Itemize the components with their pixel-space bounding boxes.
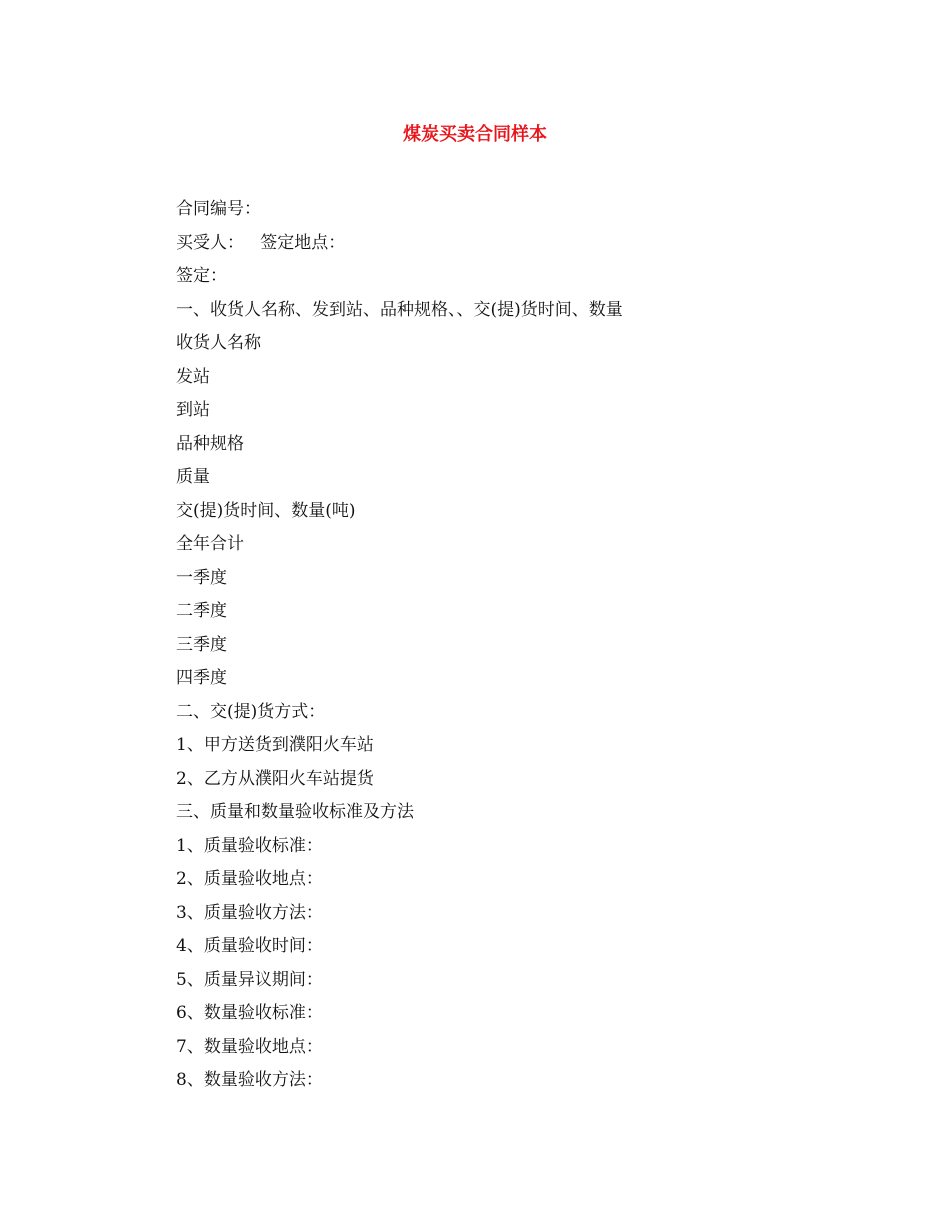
- list-item: 4、质量验收时间：: [176, 936, 323, 956]
- text-line: 一季度: [176, 567, 227, 588]
- list-item: 2、质量验收地点：: [176, 869, 323, 889]
- list-item: 5、质量异议期间：: [176, 969, 323, 990]
- list-item: 6、数量验收标准：: [176, 1003, 323, 1023]
- text-line: 发站: [176, 366, 210, 387]
- text-line: 全年合计: [176, 534, 244, 554]
- text-line: 到站: [176, 400, 210, 420]
- text-line: 二季度: [176, 601, 227, 621]
- text-line: 品种规格: [176, 433, 244, 454]
- text-line: 质量: [176, 467, 210, 487]
- line-contract-number: 合同编号：: [176, 199, 261, 219]
- section-heading-2: 二、交(提)货方式：: [176, 701, 326, 722]
- list-item: 1、甲方送货到濮阳火车站: [176, 735, 374, 755]
- list-item: 3、质量验收方法：: [176, 902, 323, 923]
- line-buyer-signing-place: 买受人： 签定地点：: [176, 232, 346, 253]
- text-line: 交(提)货时间、数量(吨): [176, 500, 356, 521]
- text-line: 四季度: [176, 668, 227, 688]
- section-heading-1: 一、收货人名称、发到站、品种规格、、交(提)货时间、数量: [176, 299, 623, 320]
- document-title: 煤炭买卖合同样本: [403, 124, 547, 145]
- section-heading-3: 三、质量和数量验收标准及方法: [176, 802, 414, 822]
- list-item: 8、数量验收方法：: [176, 1070, 323, 1090]
- contract-body: [176, 193, 796, 1098]
- list-item: 7、数量验收地点：: [176, 1036, 323, 1057]
- text-line: 三季度: [176, 634, 227, 655]
- line-signing: 签定：: [176, 266, 227, 286]
- list-item: 1、质量验收标准：: [176, 835, 323, 856]
- list-item: 2、乙方从濮阳火车站提货: [176, 768, 374, 789]
- text-line: 收货人名称: [176, 333, 261, 353]
